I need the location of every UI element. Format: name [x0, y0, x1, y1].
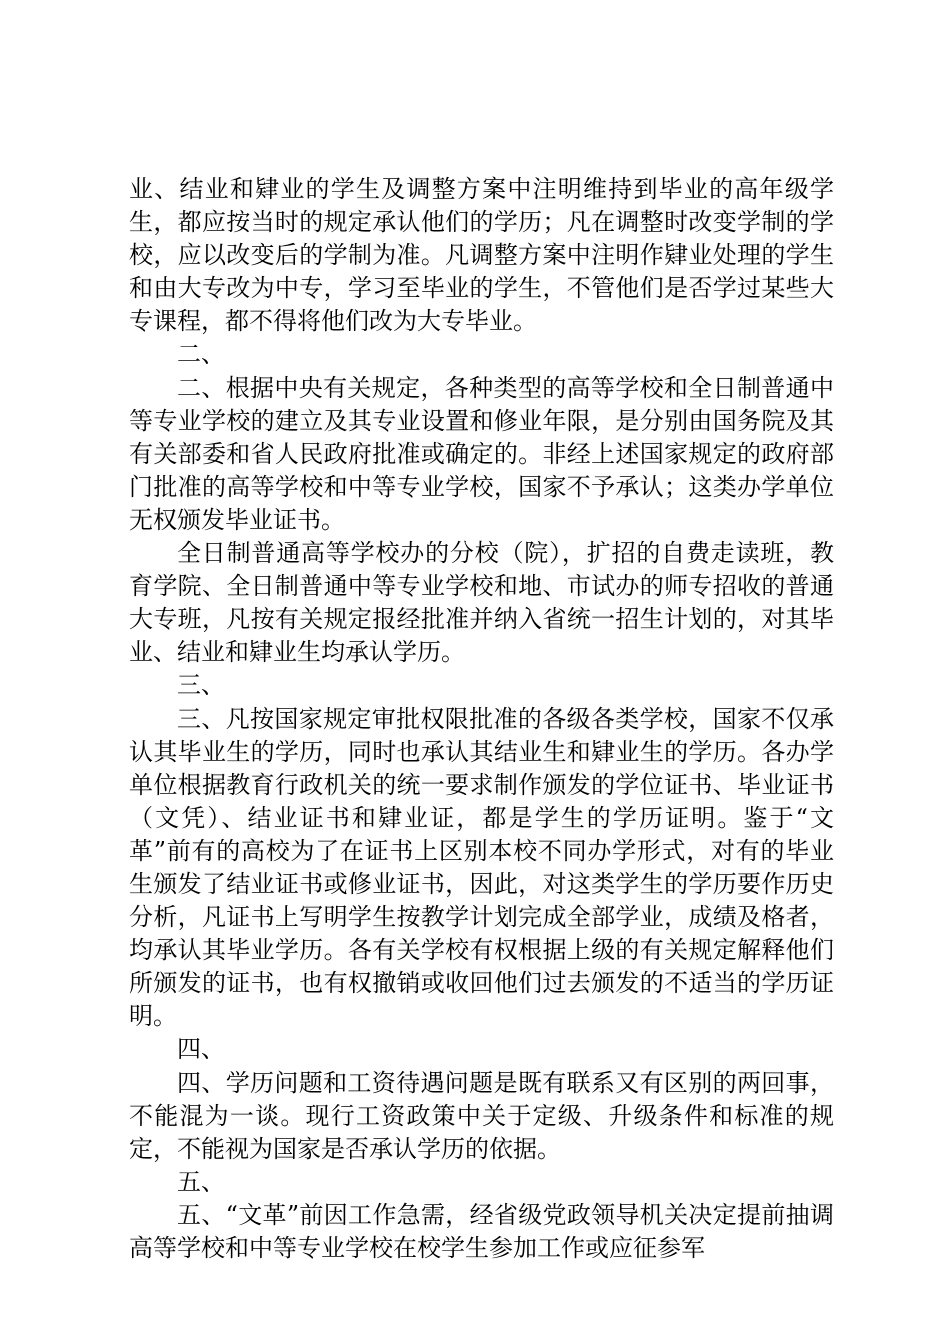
paragraph-section-3: 三、凡按国家规定审批权限批准的各级各类学校，国家不仅承认其毕业生的学历，同时也承认其结业生和肄业生的学历。各办学单位根据教育行政机关的统一要求制作颁发的学位证书、毕业证书（文凭）、结业证书和肄业证，都是学生的学历证明。鉴于“文革”前有的高校为了在证书上区别本校不同办学形式，对有的毕业生颁发了结业证书或修业证书，因此，对这类学生的学历要作历史分析，凡证书上写明学生按教学计划完成全部学业，成绩及格者，均承认其毕业学历。各有关学校有权根据上级的有关规定解释他们所颁发的证书，也有权撤销或收回他们过去颁发的不适当的学历证明。	[129, 704, 834, 1031]
paragraph-section-4: 四、学历问题和工资待遇问题是既有联系又有区别的两回事，不能混为一谈。现行工资政策中关于定级、升级条件和标准的规定，不能视为国家是否承认学历的依据。	[129, 1068, 834, 1163]
section-heading-3: 三、	[177, 671, 225, 700]
paragraph-continuation: 业、结业和肄业的学生及调整方案中注明维持到毕业的高年级学生，都应按当时的规定承认他们的学历；凡在调整时改变学制的学校，应以改变后的学制为准。凡调整方案中注明作肄业处理的学生和由大专改为中专，学习至毕业的学生，不管他们是否学过某些大专课程，都不得将他们改为大专毕业。	[129, 175, 834, 336]
section-heading-4: 四、	[177, 1035, 225, 1064]
section-heading-5: 五、	[177, 1167, 225, 1196]
section-heading-2: 二、	[177, 340, 225, 369]
paragraph-section-2-branch-schools: 全日制普通高等学校办的分校（院），扩招的自费走读班，教育学院、全日制普通中等专业学校和地、市试办的师专招收的普通大专班，凡按有关规定报经批准并纳入省统一招生计划的，对其毕业、结业和肄业生均承认学历。	[129, 539, 834, 667]
paragraph-section-2: 二、根据中央有关规定，各种类型的高等学校和全日制普通中等专业学校的建立及其专业设置和修业年限，是分别由国务院及其有关部委和省人民政府批准或确定的。非经上述国家规定的政府部门批准的高等学校和中等专业学校，国家不予承认；这类办学单位无权颁发毕业证书。	[129, 373, 834, 534]
document-body	[129, 173, 834, 1265]
paragraph-section-5: 五、“文革”前因工作急需，经省级党政领导机关决定提前抽调高等学校和中等专业学校在校学生参加工作或应征参军	[129, 1200, 834, 1262]
